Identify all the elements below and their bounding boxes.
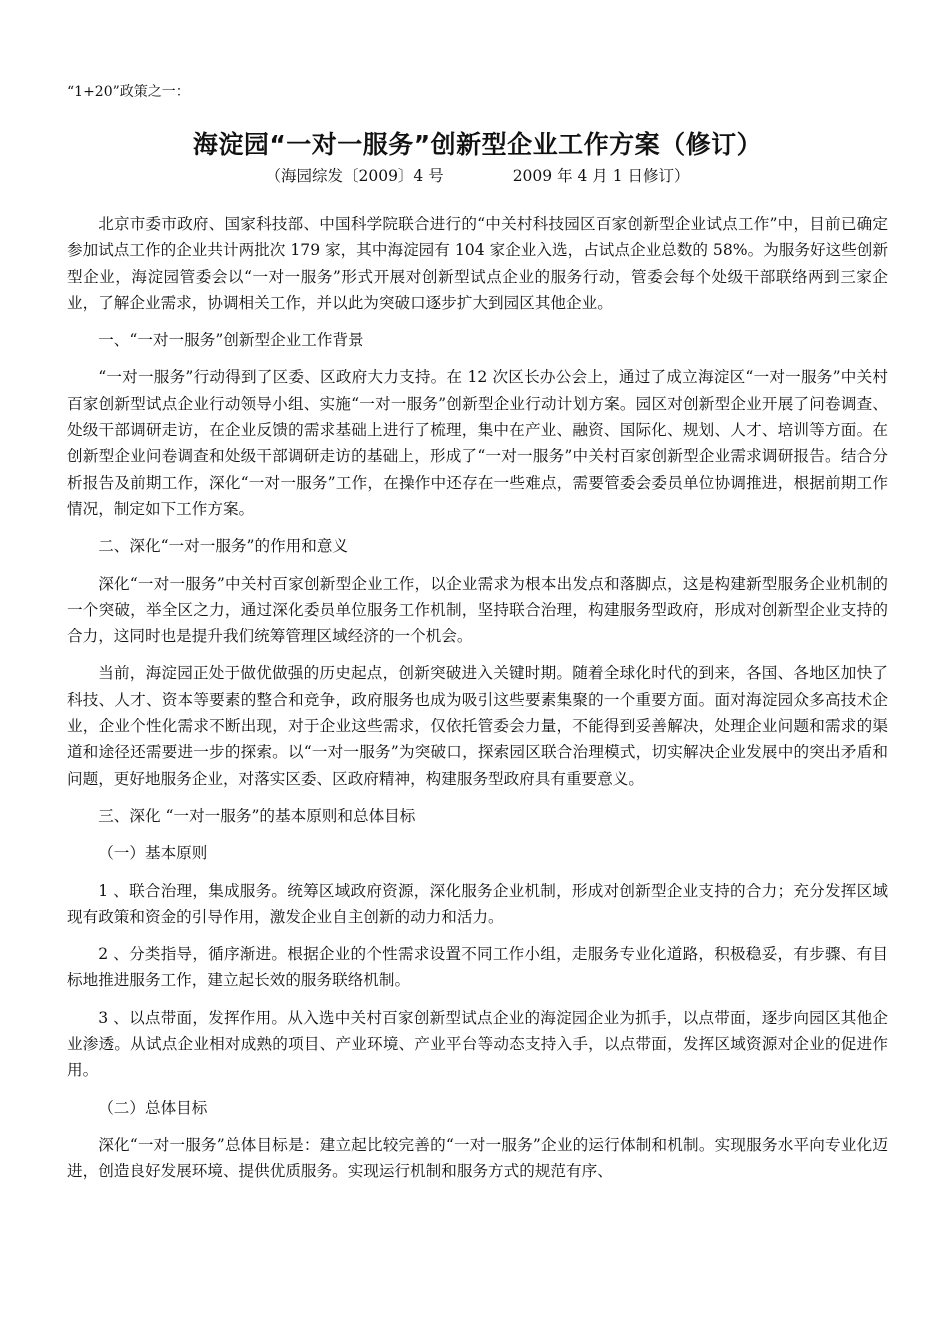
section-heading-2: 二、深化“一对一服务”的作用和意义 (98, 537, 349, 556)
policy-series-label: “1+20”政策之一： (67, 84, 190, 100)
subsection-heading-goals: （二）总体目标 (98, 1098, 208, 1117)
principle-item-2: 2 、分类指导，循序渐进。根据企业的个性需求设置不同工作小组，走服务专业化道路，积极稳妥，有步骤、有目标地推进服务工作，建立起长效的服务联络机制。 (67, 945, 888, 990)
subsection-heading-principles: （一）基本原则 (98, 844, 208, 863)
section-heading-1: 一、“一对一服务”创新型企业工作背景 (98, 331, 364, 350)
intro-paragraph: 北京市委市政府、国家科技部、中国科学院联合进行的“中关村科技园区百家创新型企业试点工作”中，目前已确定参加试点工作的企业共计两批次 179 家，其中海淀园有 104 家企业入选，占试点企业总数的 58%。为服务好这些创新型企业，海淀园管委会以“一对一服务”形式开展对创新型试点企业的服务行动，管委会每个处级干部联络两到三家企业，了解企业需求，协调相关工作，并以此为突破口逐步扩大到园区其他企业。 (67, 215, 888, 312)
significance-paragraph-1: 深化“一对一服务”中关村百家创新型企业工作，以企业需求为根本出发点和落脚点，这是构建新型服务企业机制的一个突破，举全区之力，通过深化委员单位服务工作机制，坚持联合治理，构建服务型政府，形成对创新型企业支持的合力，这同时也是提升我们统筹管理区域经济的一个机会。 (67, 574, 888, 646)
background-paragraph: “一对一服务”行动得到了区委、区政府大力支持。在 12 次区长办公会上，通过了成立海淀区“一对一服务”中关村百家创新型试点企业行动领导小组、实施“一对一服务”创新型企业行动计划方案。园区对创新型企业开展了问卷调查、处级干部调研走访，在企业反馈的需求基础上进行了梳理，集中在产业、融资、国际化、规划、人才、培训等方面。在创新型企业问卷调查和处级干部调研走访的基础上，形成了“一对一服务”中关村百家创新型企业需求调研报告。结合分析报告及前期工作，深化“一对一服务”工作，在操作中还存在一些难点，需要管委会委员单位协调推进，根据前期工作情况，制定如下工作方案。 (67, 368, 888, 518)
significance-paragraph-2: 当前，海淀园正处于做优做强的历史起点，创新突破进入关键时期。随着全球化时代的到来，各国、各地区加快了科技、人才、资本等要素的整合和竞争，政府服务也成为吸引这些要素集聚的一个重要方面。面对海淀园众多高技术企业，企业个性化需求不断出现，对于企业这些需求，仅依托管委会力量，不能得到妥善解决，处理企业问题和需求的渠道和途径还需要进一步的探索。以“一对一服务”为突破口，探索园区联合治理模式，切实解决企业发展中的突出矛盾和问题，更好地服务企业，对落实区委、区政府精神，构建服务型政府具有重要意义。 (67, 664, 888, 788)
document-body (67, 211, 888, 1185)
section-heading-3: 三、深化 “一对一服务”的基本原则和总体目标 (98, 806, 416, 825)
document-title: 海淀园“一对一服务”创新型企业工作方案（修订） (192, 130, 763, 159)
document-number-and-date: （海园综发〔2009〕4 号 2009 年 4 月 1 日修订） (265, 167, 690, 185)
principle-item-1: 1 、联合治理，集成服务。统筹区域政府资源，深化服务企业机制，形成对创新型企业支持的合力；充分发挥区域现有政策和资金的引导作用，激发企业自主创新的动力和活力。 (67, 881, 888, 926)
principle-item-3: 3 、以点带面，发挥作用。从入选中关村百家创新型试点企业的海淀园企业为抓手，以点带面，逐步向园区其他企业渗透。从试点企业相对成熟的项目、产业环境、产业平台等动态支持入手，以点带面，发挥区域资源对企业的促进作用。 (67, 1008, 888, 1080)
goals-paragraph: 深化“一对一服务”总体目标是：建立起比较完善的“一对一服务”企业的运行体制和机制。实现服务水平向专业化迈进，创造良好发展环境、提供优质服务。实现运行机制和服务方式的规范有序、 (67, 1135, 888, 1181)
